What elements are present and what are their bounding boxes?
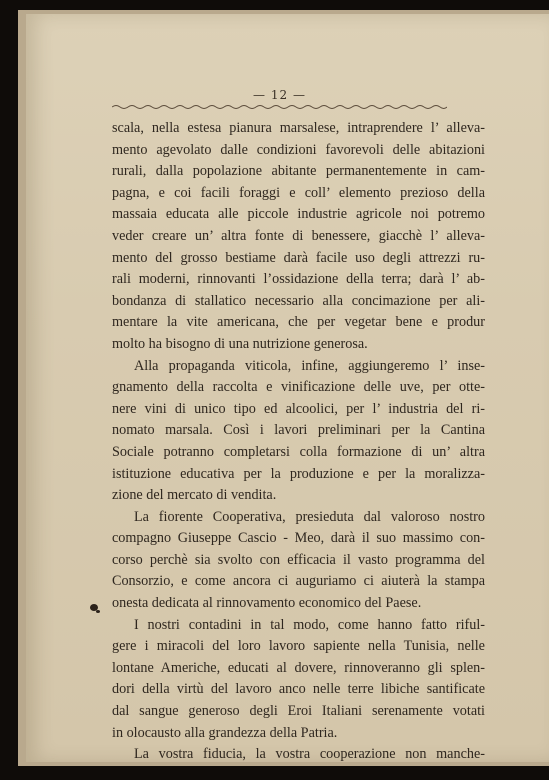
text-line: nomato marsala. Così i lavori preliminari per la Cantina — [112, 422, 485, 439]
decorative-wavy-rule — [112, 104, 447, 110]
text-line: dori della virtù del lavoro anco nelle terre libiche santificate — [112, 681, 485, 698]
page-number: — 12 — — [253, 88, 306, 102]
text-line: Alla propaganda viticola, infine, aggiungeremo l’ inse- — [134, 357, 485, 374]
ink-stain-small — [96, 610, 100, 613]
text-line: zione del mercato di vendita. — [112, 487, 277, 504]
text-line: nere vini di unico tipo ed alcoolici, per l’ industria del ri- — [112, 400, 485, 417]
text-line: gere i miracoli del loro lavoro sapiente nella Tunisia, nelle — [112, 638, 485, 655]
text-line: I nostri contadini in tal modo, come hanno fatto riful- — [134, 616, 485, 633]
text-line: pagna, e coi facili foraggi e coll’ elemento prezioso della — [112, 184, 485, 201]
text-line: istituzione educativa per la produzione e per la moralizza- — [112, 465, 485, 482]
text-line: Consorzio, e come ancora ci auguriamo ci aiuterà la stampa — [112, 573, 485, 590]
text-line: veder creare un’ altra fonte di benessere, giacchè l’ alleva- — [112, 227, 485, 244]
body-text — [112, 118, 485, 766]
text-line: mento del grosso bestiame darà facile uso degli attrezzi ru- — [112, 249, 485, 266]
text-line: rurali, dalla popolazione abitante permanentemente in cam- — [112, 163, 485, 180]
page-header — [112, 88, 447, 112]
text-line: onesta dedicata al rinnovamento economico del Paese. — [112, 595, 422, 612]
text-line: rali moderni, rinnovanti l’ossidazione della terra; darà l’ ab- — [112, 271, 485, 288]
text-line: mento agevolato dalle condizioni favorevoli delle abitazioni — [112, 141, 485, 158]
text-line: corso perchè sia svolto con efficacia il vasto programma del — [112, 551, 485, 568]
text-line: gnamento della raccolta e vinificazione delle uve, per otte- — [112, 379, 485, 396]
text-line: La fiorente Cooperativa, presieduta dal valoroso nostro — [134, 508, 485, 525]
text-line: mentare la vite americana, che per vegetar bene e produr — [112, 314, 485, 331]
text-line: dal sangue generoso degli Eroi Italiani serenamente votati — [112, 703, 485, 720]
text-line: bondanza di stallatico necessario alla concimazione per ali- — [112, 292, 485, 309]
text-line: massaia educata alle piccole industrie agricole noi potremo — [112, 206, 485, 223]
text-line: scala, nella estesa pianura marsalese, intraprendere l’ alleva- — [112, 120, 485, 136]
text-line: in olocausto alla grandezza della Patria. — [112, 724, 338, 741]
text-line: molto ha bisogno di una nutrizione generosa. — [112, 335, 368, 352]
text-line: La vostra fiducia, la vostra cooperazione non manche- — [134, 746, 485, 763]
text-line: compagno Giuseppe Cascio - Meo, darà il suo massimo con- — [112, 530, 485, 547]
text-line: Sociale potranno completarsi colla formazione di un’ altra — [112, 443, 485, 460]
text-line: lontane Americhe, educati al dovere, rinnoveranno gli splen- — [112, 659, 485, 676]
